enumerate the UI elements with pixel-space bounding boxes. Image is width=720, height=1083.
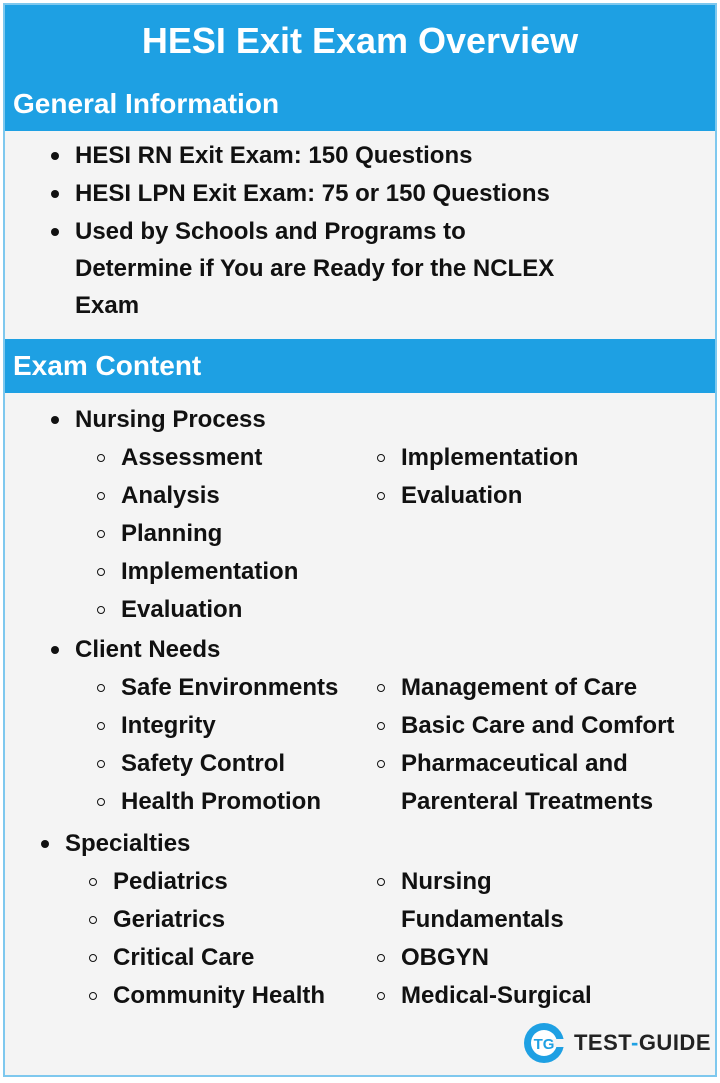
section-header-exam-content: Exam Content bbox=[5, 339, 715, 393]
sub-item: Health Promotion bbox=[121, 788, 322, 815]
infographic-card bbox=[3, 3, 717, 1077]
sub-item: Nursing bbox=[401, 868, 492, 895]
category-nursing-process: Nursing Process bbox=[75, 406, 266, 433]
sub-item: Basic Care and Comfort bbox=[401, 712, 675, 739]
sub-item: Analysis bbox=[121, 482, 220, 509]
list-item: HESI RN Exit Exam: 150 Questions bbox=[75, 142, 473, 169]
brand-logo bbox=[522, 1019, 711, 1067]
sub-item-continuation: Fundamentals bbox=[401, 906, 564, 933]
list-item-continuation: Determine if You are Ready for the NCLEX bbox=[75, 255, 555, 282]
sub-item: Safe Environments bbox=[121, 674, 339, 701]
test-guide-logo-icon bbox=[522, 1021, 566, 1065]
category-client-needs: Client Needs bbox=[75, 636, 221, 663]
section-header-general: General Information bbox=[5, 77, 715, 131]
sub-item: OBGYN bbox=[401, 944, 490, 971]
sub-item: Management of Care bbox=[401, 674, 638, 701]
sub-item: Pediatrics bbox=[113, 868, 228, 895]
sub-item: Community Health bbox=[113, 982, 326, 1009]
list-item: Used by Schools and Programs to bbox=[75, 218, 466, 245]
svg-text:TG: TG bbox=[533, 1036, 555, 1053]
sub-item: Planning bbox=[121, 520, 223, 547]
sub-item: Assessment bbox=[121, 444, 263, 471]
sub-item: Geriatrics bbox=[113, 906, 226, 933]
list-item: HESI LPN Exit Exam: 75 or 150 Questions bbox=[75, 180, 550, 207]
sub-item: Evaluation bbox=[401, 482, 523, 509]
sub-item: Pharmaceutical and bbox=[401, 750, 628, 777]
brand-name: TEST-GUIDE bbox=[573, 1030, 711, 1055]
list-item-continuation: Exam bbox=[75, 292, 140, 319]
sub-item: Medical-Surgical bbox=[401, 982, 592, 1009]
sub-item: Safety Control bbox=[121, 750, 286, 777]
sub-item: Evaluation bbox=[121, 596, 243, 623]
sub-item: Implementation bbox=[401, 444, 579, 471]
page-title: HESI Exit Exam Overview bbox=[5, 5, 715, 77]
sub-item: Integrity bbox=[121, 712, 216, 739]
sub-item-continuation: Parenteral Treatments bbox=[401, 788, 654, 815]
sub-item: Critical Care bbox=[113, 944, 255, 971]
category-specialties: Specialties bbox=[65, 830, 191, 857]
sub-item: Implementation bbox=[121, 558, 299, 585]
